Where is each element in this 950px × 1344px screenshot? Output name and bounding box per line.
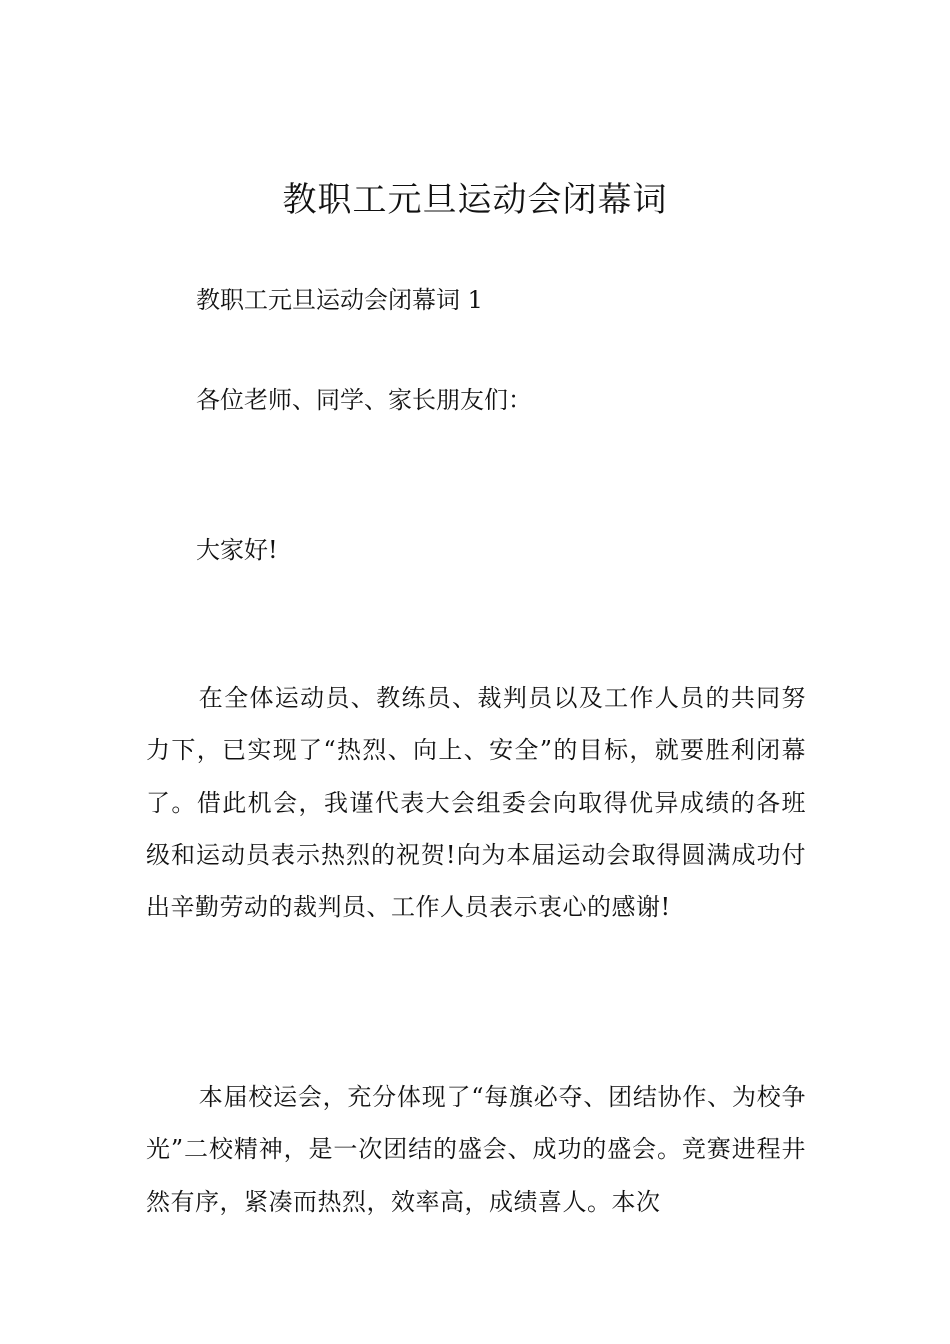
body-paragraph-2: 本届校运会，充分体现了“每旗必夺、团结协作、为校争光”二校精神，是一次团结的盛会、成功的盛会。竞赛进程井然有序，紧凑而热烈，效率高，成绩喜人。本次	[146, 1083, 806, 1216]
greeting: 大家好!	[196, 536, 278, 564]
salutation: 各位老师、同学、家长朋友们：	[196, 386, 532, 414]
section-heading: 教职工元旦运动会闭幕词 1	[196, 286, 483, 314]
body-paragraph-1: 在全体运动员、教练员、裁判员以及工作人员的共同努力下，已实现了“热烈、向上、安全”的目标，就要胜利闭幕了。借此机会，我谨代表大会组委会向取得优异成绩的各班级和运动员表示热烈的祝贺!向为本届运动会取得圆满成功付出辛勤劳动的裁判员、工作人员表示衷心的感谢!	[146, 684, 806, 922]
document-title: 教职工元旦运动会闭幕词	[282, 180, 668, 220]
